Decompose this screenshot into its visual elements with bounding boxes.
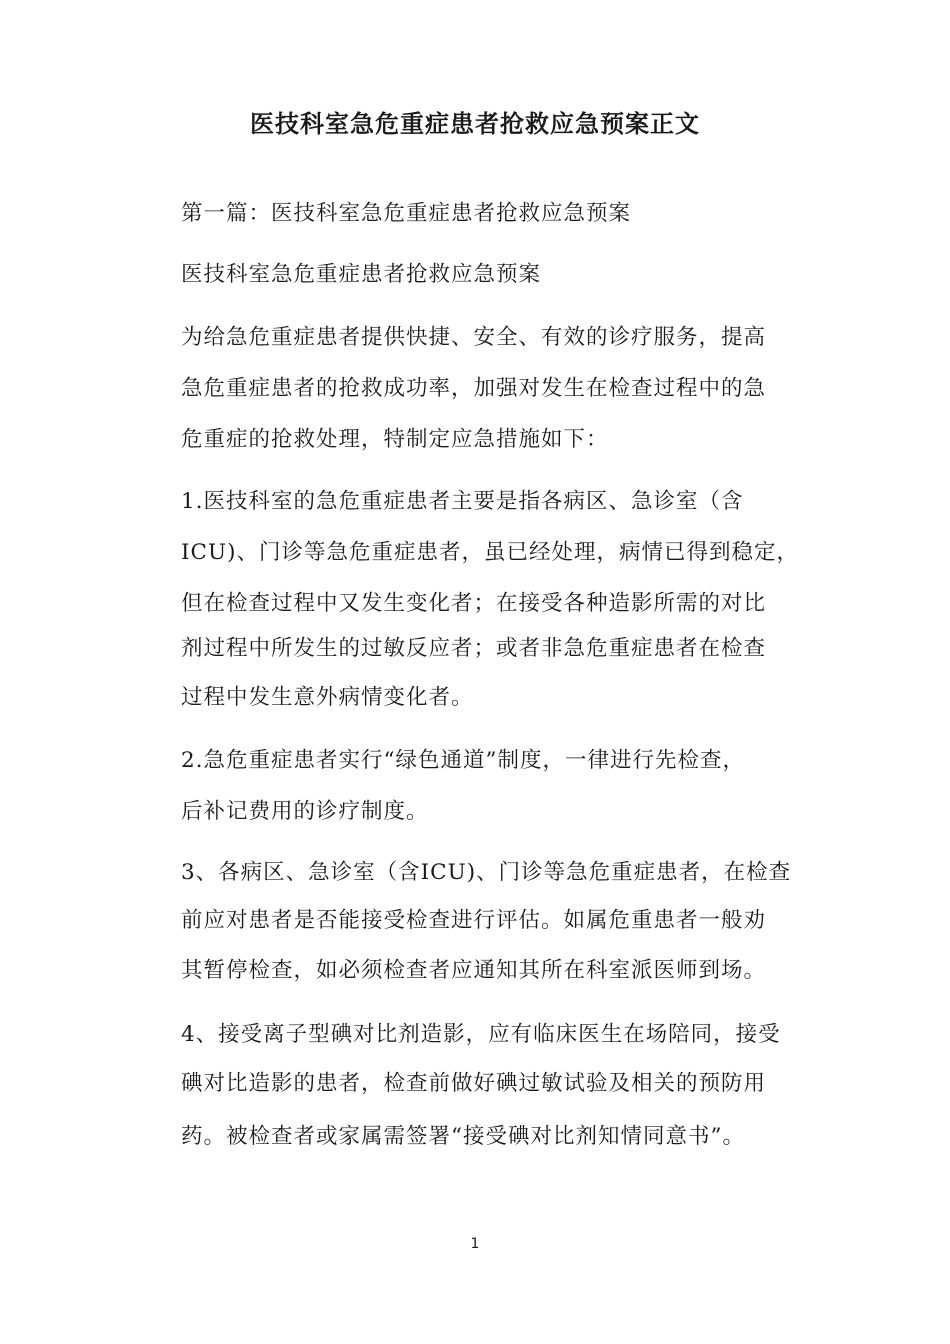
intro-line: 危重症的抢救处理，特制定应急措施如下： xyxy=(181,427,609,452)
item3-line: 其暂停检查，如必须检查者应通知其所在科室派医师到场。 xyxy=(181,958,767,983)
item1-line: 1.医技科室的急危重症患者主要是指各病区、急诊室（含 xyxy=(181,489,744,514)
item4-line: 药。被检查者或家属需签署“接受碘对比剂知情同意书”。 xyxy=(181,1124,745,1149)
item4-line: 4、接受离子型碘对比剂造影，应有临床医生在场陪同，接受 xyxy=(181,1022,781,1047)
item2-line: 后补记费用的诊疗制度。 xyxy=(181,799,429,824)
intro-line: 为给急危重症患者提供快捷、安全、有效的诊疗服务，提高 xyxy=(181,325,767,350)
item1-line: 剂过程中所发生的过敏反应者；或者非急危重症患者在检查 xyxy=(181,636,767,661)
page-number: 1 xyxy=(470,1236,480,1252)
section-heading: 第一篇：医技科室急危重症患者抢救应急预案 xyxy=(181,201,632,226)
item3-line: 3、各病区、急诊室（含ICU)、门诊等急危重症患者，在检查 xyxy=(181,860,792,885)
item1-line: ICU)、门诊等急危重症患者，虽已经处理，病情已得到稳定， xyxy=(181,540,799,565)
intro-line: 急危重症患者的抢救成功率，加强对发生在检查过程中的急 xyxy=(181,376,767,401)
item2-line: 2.急危重症患者实行“绿色通道”制度，一律进行先检查， xyxy=(181,748,745,773)
section-subheading: 医技科室急危重症患者抢救应急预案 xyxy=(181,262,542,287)
item1-line: 但在检查过程中又发生变化者；在接受各种造影所需的对比 xyxy=(181,591,767,616)
document-title: 医技科室急危重症患者抢救应急预案正文 xyxy=(250,110,700,138)
item4-line: 碘对比造影的患者，检查前做好碘过敏试验及相关的预防用 xyxy=(181,1071,767,1096)
item3-line: 前应对患者是否能接受检查进行评估。如属危重患者一般劝 xyxy=(181,908,767,933)
item1-line: 过程中发生意外病情变化者。 xyxy=(181,685,474,710)
